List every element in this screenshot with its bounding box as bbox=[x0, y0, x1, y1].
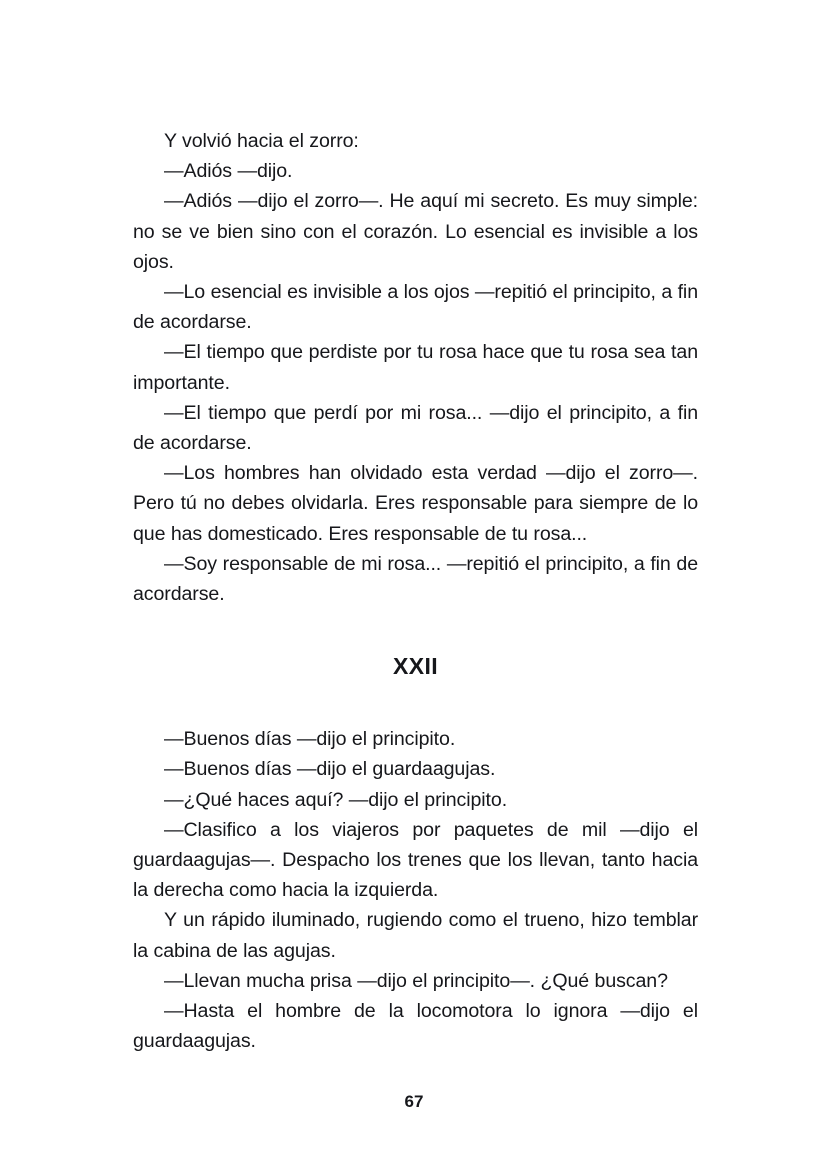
heading-spacer-below bbox=[133, 680, 698, 724]
paragraph: —¿Qué haces aquí? —dijo el principito. bbox=[164, 788, 508, 811]
page-number: 67 bbox=[404, 1092, 424, 1111]
paragraph: —Clasifico a los viajeros por paquetes de mil —dijo el guardaagujas—. Despacho los trenes que los llevan, tanto hacia la derecha como hacia la izquierda. bbox=[133, 818, 698, 902]
paragraph: Y un rápido iluminado, rugiendo como el trueno, hizo temblar la cabina de las agujas. bbox=[133, 909, 698, 962]
paragraph: —Buenos días —dijo el guardaagujas. bbox=[164, 758, 496, 781]
paragraph: —Hasta el hombre de la locomotora lo ignora —dijo el guardaagujas. bbox=[133, 1000, 698, 1053]
paragraph: Y volvió hacia el zorro: bbox=[164, 130, 359, 152]
paragraph: —El tiempo que perdí por mi rosa... —dijo el principito, a fin de acordarse. bbox=[133, 401, 698, 455]
paragraph: —Llevan mucha prisa —dijo el principito—. ¿Qué buscan? bbox=[164, 969, 668, 992]
page-text-body bbox=[133, 126, 698, 1056]
paragraph: —Buenos días —dijo el principito. bbox=[164, 728, 456, 751]
paragraph: —Lo esencial es invisible a los ojos —repitió el principito, a fin de acordarse. bbox=[133, 281, 698, 334]
paragraph: —Adiós —dijo el zorro—. He aquí mi secreto. Es muy simple: no se ve bien sino con el corazón. Lo esencial es invisible a los ojos. bbox=[133, 190, 698, 273]
paragraph: —Adiós —dijo. bbox=[164, 160, 293, 183]
heading-spacer-above bbox=[133, 609, 698, 653]
chapter-heading: XXII bbox=[392, 653, 439, 680]
paragraph: —El tiempo que perdiste por tu rosa hace que tu rosa sea tan importante. bbox=[133, 341, 698, 394]
paragraph: —Soy responsable de mi rosa... —repitió el principito, a fin de acordarse. bbox=[133, 552, 698, 606]
paragraph: —Los hombres han olvidado esta verdad —dijo el zorro—. Pero tú no debes olvidarla. Eres responsable para siempre de lo que has domesticado. Eres responsable de tu rosa... bbox=[133, 462, 698, 545]
